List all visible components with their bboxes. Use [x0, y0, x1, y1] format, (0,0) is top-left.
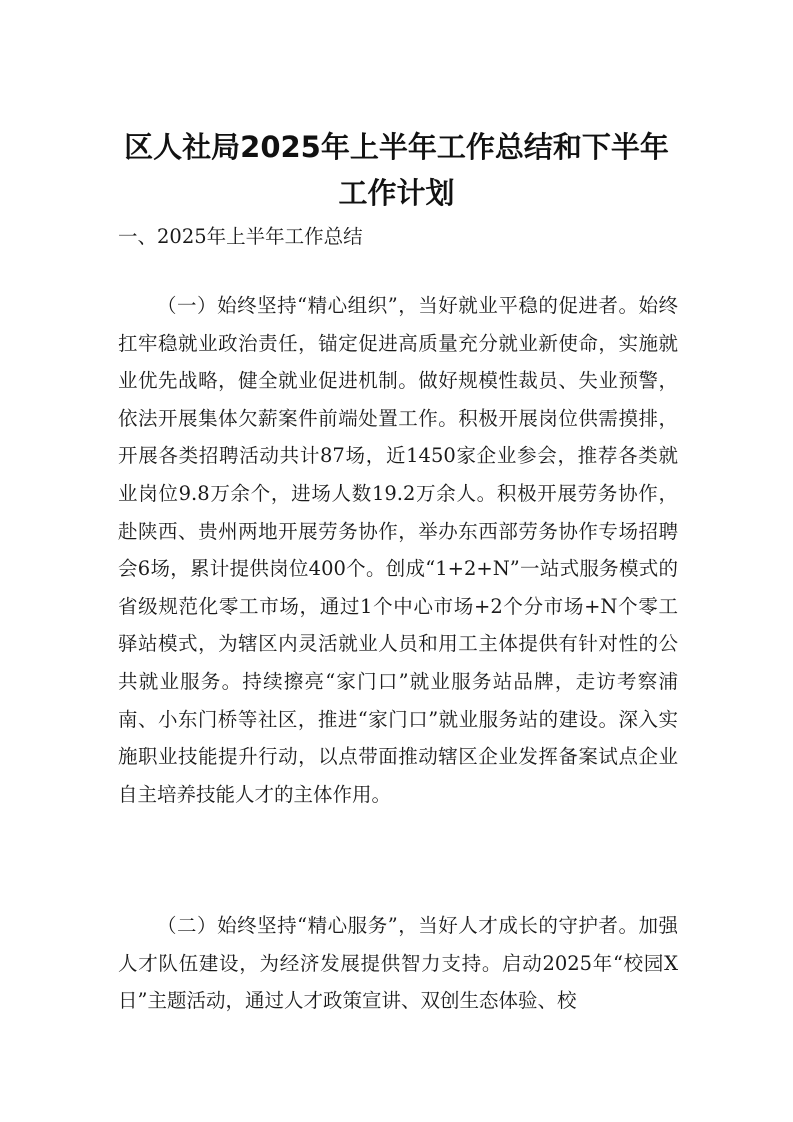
paragraph-employment: （一）始终坚持“精心组织”，当好就业平稳的促进者。始终扛牢稳就业政治责任，锚定促进高质量充分就业新使命，实施就业优先战略，健全就业促进机制。做好规模性裁员、失业预警，依法开展集体欠薪案件前端处置工作。积极开展岗位供需摸排，开展各类招聘活动共计87场，近1450家企业参会，推荐各类就业岗位9.8万余个，进场人数19.2万余人。积极开展劳务协作，赴陕西、贵州两地开展劳务协作，举办东西部劳务协作专场招聘会6场，累计提供岗位400个。创成“1+2+N”一站式服务模式的省级规范化零工市场，通过1个中心市场+2个分市场+N个零工驿站模式，为辖区内灵活就业人员和用工主体提供有针对性的公共就业服务。持续擦亮“家门口”就业服务站品牌，走访考察浦南、小东门桥等社区，推进“家门口”就业服务站的建设。深入实施职业技能提升行动，以点带面推动辖区企业发挥备案试点企业自主培养技能人才的主体作用。 [118, 294, 678, 806]
paragraph-talent: （二）始终坚持“精心服务”，当好人才成长的守护者。加强人才队伍建设，为经济发展提供智力支持。启动2025年“校园X日”主题活动，通过人才政策宣讲、双创生态体验、校 [118, 914, 678, 1013]
section1-heading: 一、2025年上半年工作总结 [118, 225, 363, 248]
document-title-line2: 工作计划 [338, 176, 455, 210]
document-title-line1: 区人社局2025年上半年工作总结和下半年 [124, 130, 669, 164]
